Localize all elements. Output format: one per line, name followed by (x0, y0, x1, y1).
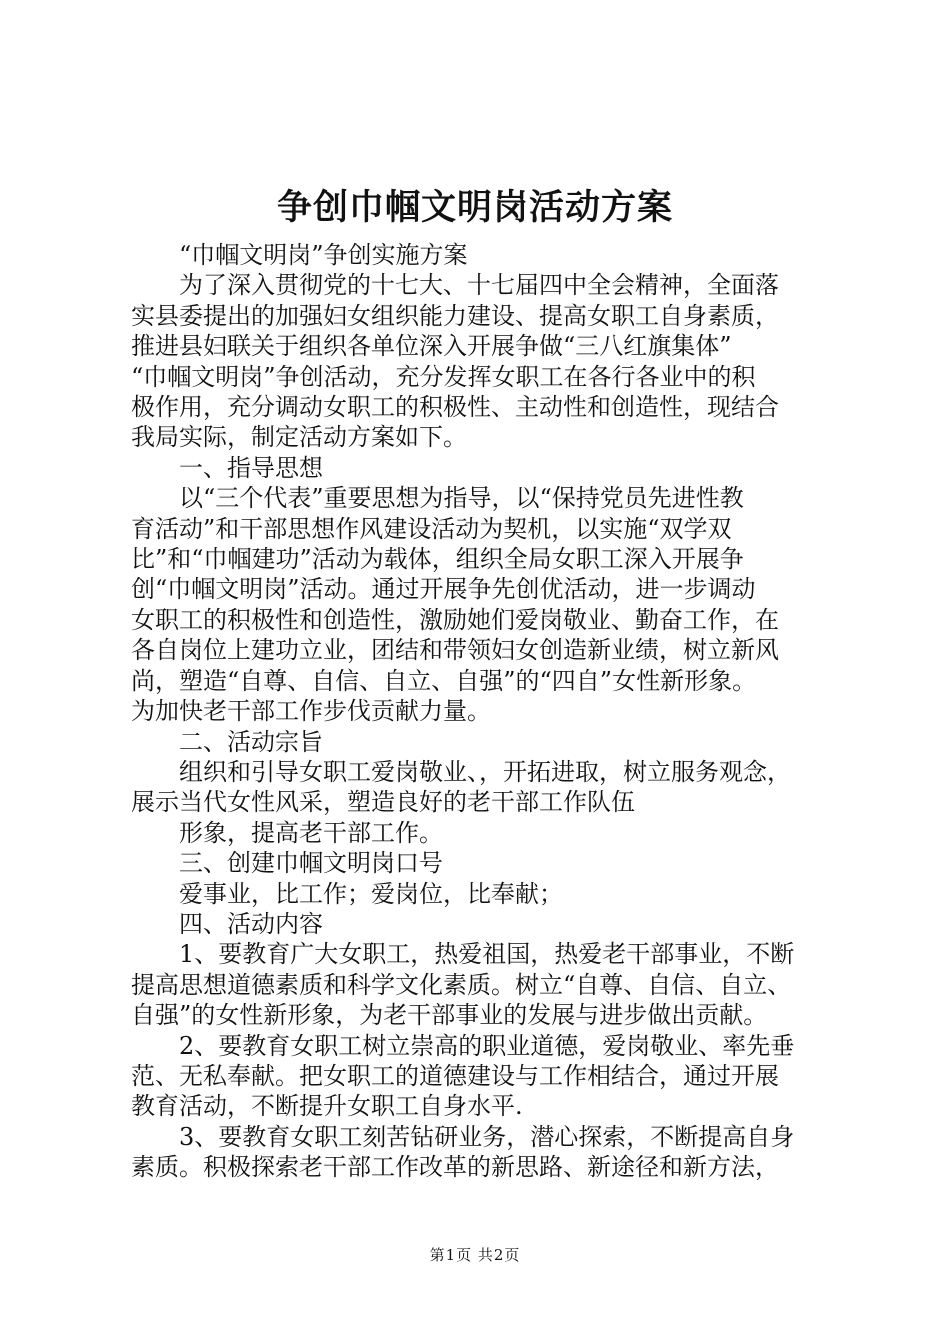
paragraph-line: 推进县妇联关于组织各单位深入开展争做“三八红旗集体” (131, 332, 732, 361)
page-number: 第1页 共2页 (429, 1246, 521, 1264)
paragraph-line: 素质。积极探索老干部工作改革的新思路、新途径和新方法， (131, 1153, 779, 1182)
paragraph-line: 我局实际，制定活动方案如下。 (131, 423, 467, 452)
paragraph-line: 爱事业，比工作；爱岗位，比奉献； (179, 879, 563, 908)
paragraph-line: 2、要教育女职工树立崇高的职业道德，爱岗敬业、率先垂 (179, 1031, 795, 1060)
paragraph-line: 范、无私奉献。把女职工的道德建设与工作相结合，通过开展 (131, 1061, 779, 1090)
paragraph-line: 展示当代女性风采，塑造良好的老干部工作队伍 (131, 788, 635, 817)
document-body (131, 240, 831, 1183)
section-heading: 三、创建巾帼文明岗口号 (179, 849, 443, 878)
paragraph-line: “巾帼文明岗”争创活动，充分发挥女职工在各行各业中的积 (131, 362, 756, 391)
paragraph-line: 提高思想道德素质和科学文化素质。树立“自尊、自信、自立、 (131, 970, 792, 999)
paragraph-line: 各自岗位上建功立业，团结和带领妇女创造新业绩，树立新风 (131, 636, 779, 665)
paragraph-line: 3、要教育女职工刻苦钻研业务，潜心探索，不断提高自身 (179, 1122, 795, 1151)
section-heading: 一、指导思想 (179, 453, 323, 482)
section-heading: 四、活动内容 (179, 909, 323, 938)
paragraph-line: 以“三个代表”重要思想为指导，以“保持党员先进性教 (179, 484, 744, 513)
paragraph-line: 育活动”和干部思想作风建设活动为契机，以实施“双学双 (131, 514, 732, 543)
paragraph-line: 实县委提出的加强妇女组织能力建设、提高女职工自身素质， (131, 301, 779, 330)
paragraph-line: 教育活动，不断提升女职工自身水平. (131, 1092, 523, 1121)
section-heading: 二、活动宗旨 (179, 727, 323, 756)
paragraph-line: 形象，提高老干部工作。 (179, 818, 443, 847)
paragraph-line: 尚，塑造“自尊、自信、自立、自强”的“四自”女性新形象。 (131, 666, 757, 695)
paragraph-line: 比”和“巾帼建功”活动为载体，组织全局女职工深入开展争 (131, 545, 744, 574)
paragraph-line: 极作用，充分调动女职工的积极性、主动性和创造性，现结合 (131, 393, 779, 422)
paragraph-line: 组织和引导女职工爱岗敬业、，开拓进取，树立服务观念， (179, 757, 791, 786)
paragraph-line: 创“巾帼文明岗”活动。通过开展争先创优活动，进一步调动 (131, 575, 756, 604)
paragraph-line: 自强”的女性新形象，为老干部事业的发展与进步做出贡献。 (131, 1001, 768, 1030)
paragraph-line: 为了深入贯彻党的十七大、十七届四中全会精神，全面落 (179, 271, 779, 300)
paragraph-line: 女职工的积极性和创造性，激励她们爱岗敬业、勤奋工作，在 (131, 605, 779, 634)
paragraph-line: 1、要教育广大女职工，热爱祖国，热爱老干部事业，不断 (179, 940, 795, 969)
subtitle-line: “巾帼文明岗”争创实施方案 (179, 241, 468, 269)
document-title: 争创巾帼文明岗活动方案 (276, 187, 673, 228)
paragraph-line: 为加快老干部工作步伐贡献力量。 (131, 697, 491, 726)
